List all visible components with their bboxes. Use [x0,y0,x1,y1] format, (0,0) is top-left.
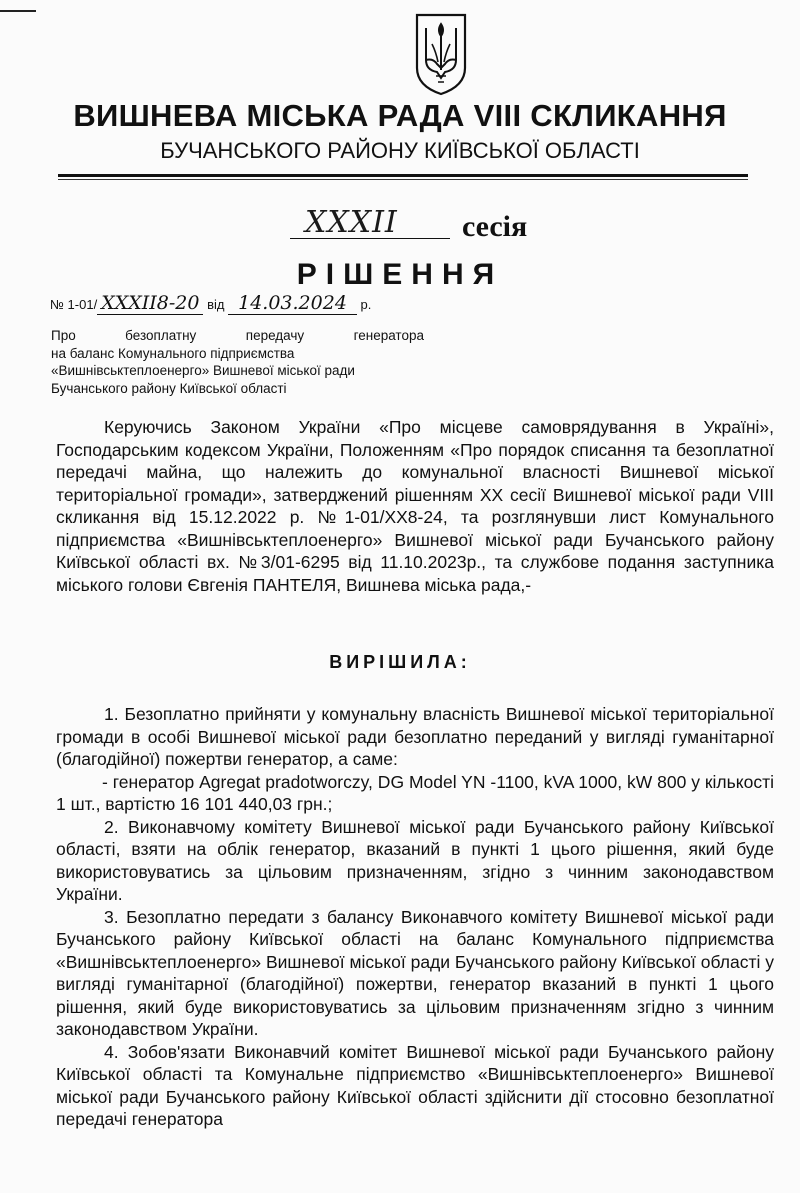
header-rule-thin [58,179,748,180]
session-label: сесія [462,210,528,243]
resolution-item: 2. Виконавчому комітету Вишневої міської ради Бучанського району Київської області, взяти на облік генератор, вказаний в пункті 1 цього рішення, який буде використовуватись за цільовим призначенням, згідно з чинним законодавством України. [56,816,774,904]
resolution-item: 3. Безоплатно передати з балансу Виконавчого комітету Вишневої міської ради Бучанського району Київської області на баланс Комунального підприємства «Вишнівськтеплоенерго» Вишневої міської ради Бучанського району Київської області у вигляді гуманітарної (благодійної) пожертви, генератор вказаний в пункті 1 цього рішення, який буде використовуватись за цільовим призначенням згідно з чинним законодавством України. [56,906,774,1039]
subject-line: Бучанського району Київської області [51,380,287,396]
subject-line: Про безоплатну передачу генератора [51,328,424,343]
resolution-item: 1. Безоплатно прийняти у комунальну власність Вишневої міської територіальної громади в особі Вишневої міської ради безоплатно переданий у вигляді гуманітарної (благодійної) пожертви генератор, а саме: [56,704,774,769]
district-line: БУЧАНСЬКОГО РАЙОНУ КИЇВСЬКОЇ ОБЛАСТІ [160,138,640,163]
decision-subject [51,327,424,397]
council-name: ВИШНЕВА МІСЬКА РАДА VIII СКЛИКАННЯ [73,98,727,133]
decision-date-suffix: р. [360,297,372,312]
resolution-item: 4. Зобов'язати Виконавчий комітет Вишневої міської ради Бучанського району Київської області та Комунальне підприємство «Вишнівськтеплоенерго» Вишневої міської ради Бучанського району Київської області здійснити дії стосовно безоплатної передачі генератора [56,1041,774,1129]
document-title: РІШЕННЯ [296,258,504,291]
resolution-items [56,703,774,1131]
trident-coat-of-arms-icon [413,12,469,96]
preamble-paragraph: Керуючись Законом України «Про місцеве самоврядування в Україні», Господарським кодексом України, Положенням «Про порядок списання та безоплатної передачі майна, що належить до комунальної власності Вишневої міської територіальної громади», затверджений рішенням XX сесії Вишневої міської ради VIII скликання від 15.12.2022 р. №1-01/XX8-24, та розглянувши лист Комунального підприємства «Вишнівськтеплоенерго» Вишневої міської ради Бучанського району Київської області вх. №3/01-6295 від 11.10.2023р., та службове подання заступника міського голови Євгенія ПАНТЕЛЯ, Вишнева міська рада,- [56,417,774,595]
decision-date: 14.03.2024 [238,292,347,314]
decision-number-prefix: № 1-01/ [50,297,98,312]
subject-line: на баланс Комунального підприємства [51,345,295,361]
decision-number: XXXII8-20 [101,292,200,314]
decision-number-line [50,292,371,315]
resolution-item: - генератор Agregat pradotworczy, DG Model YN -1100, kVA 1000, kW 800 у кількості 1 шт., вартістю 16 101 440,03 грн.; [56,771,774,814]
decision-date-prefix: від [207,297,225,312]
header-rule [58,174,748,177]
session-number: XXXII [305,205,398,240]
subject-line: «Вишнівськтеплоенерго» Вишневої міської ради [51,363,355,378]
corner-mark [0,10,36,12]
resolved-heading: ВИРІШИЛА: [329,652,471,672]
